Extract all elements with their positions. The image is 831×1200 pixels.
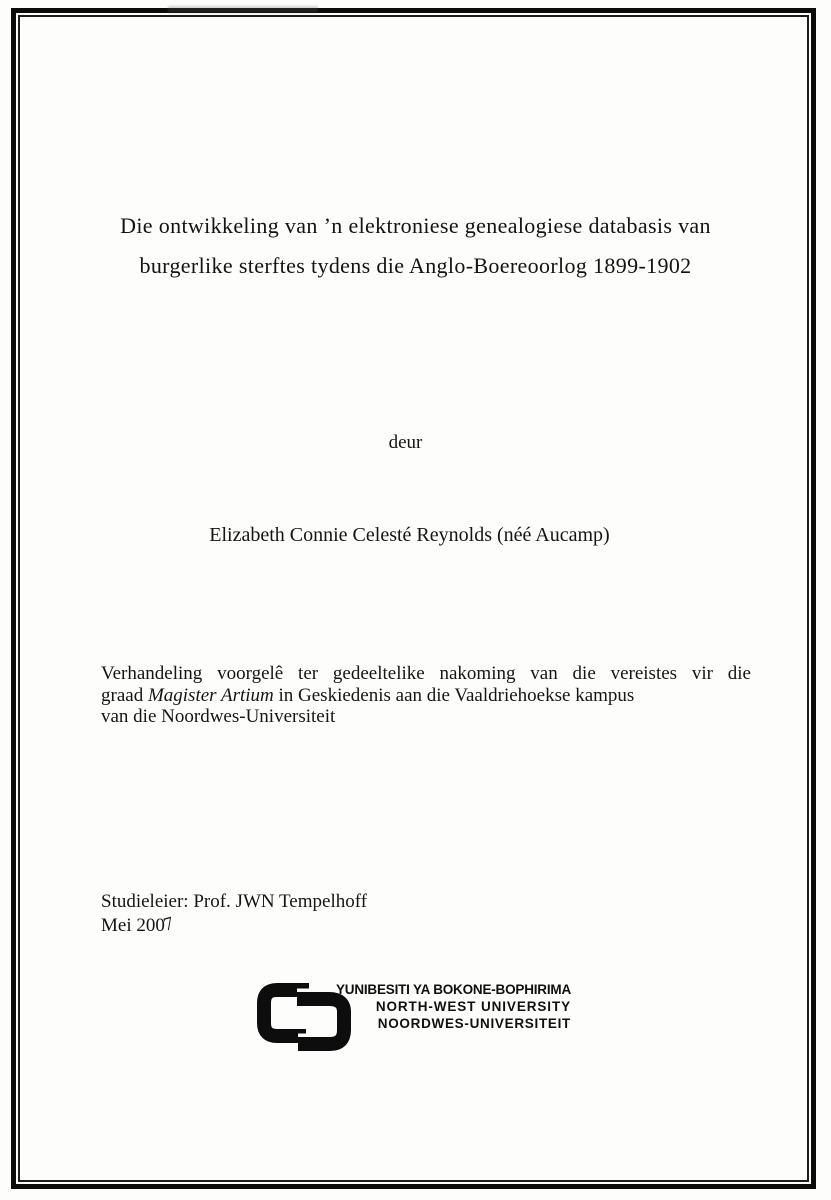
thesis-title-line-1: Die ontwikkeling van ’n elektroniese genealogiese databasis van <box>120 213 711 238</box>
logo-text-afrikaans: NOORDWES-UNIVERSITEIT <box>377 1016 571 1031</box>
degree-statement-line-2-prefix: graad <box>101 684 148 706</box>
thesis-title <box>0 206 831 286</box>
degree-statement-line-2 <box>101 685 751 707</box>
logo-text-setswana: YUNIBESITI YA BOKONE-BOPHIRIMA <box>335 982 571 997</box>
scan-smudge <box>168 6 318 13</box>
degree-statement-line-3: van die Noordwes-Universiteit <box>101 706 336 727</box>
degree-statement-line-1: Verhandeling voorgelê ter gedeeltelike nakoming van die vereistes vir die <box>101 663 751 684</box>
date-prefix: Mei 200 <box>101 914 165 936</box>
date-line <box>101 914 367 938</box>
university-logo-text <box>320 981 571 1032</box>
author-name: Elizabeth Connie Celesté Reynolds (néé Aucamp) <box>209 524 610 546</box>
degree-statement-line-2-suffix: in Geskiedenis aan die Vaaldriehoekse kampus <box>273 684 635 706</box>
degree-statement <box>101 663 751 728</box>
date-last-digit: 7 <box>161 912 177 936</box>
degree-name-italic: Magister Artium <box>147 684 274 706</box>
thesis-title-line-2: burgerlike sterftes tydens die Anglo-Boereoorlog 1899-1902 <box>139 253 692 278</box>
supervisor-line: Studieleier: Prof. JWN Tempelhoff <box>101 891 368 912</box>
logo-text-english: NORTH-WEST UNIVERSITY <box>375 999 571 1014</box>
byline-label: deur <box>388 432 423 453</box>
supervisor-block <box>101 890 367 937</box>
